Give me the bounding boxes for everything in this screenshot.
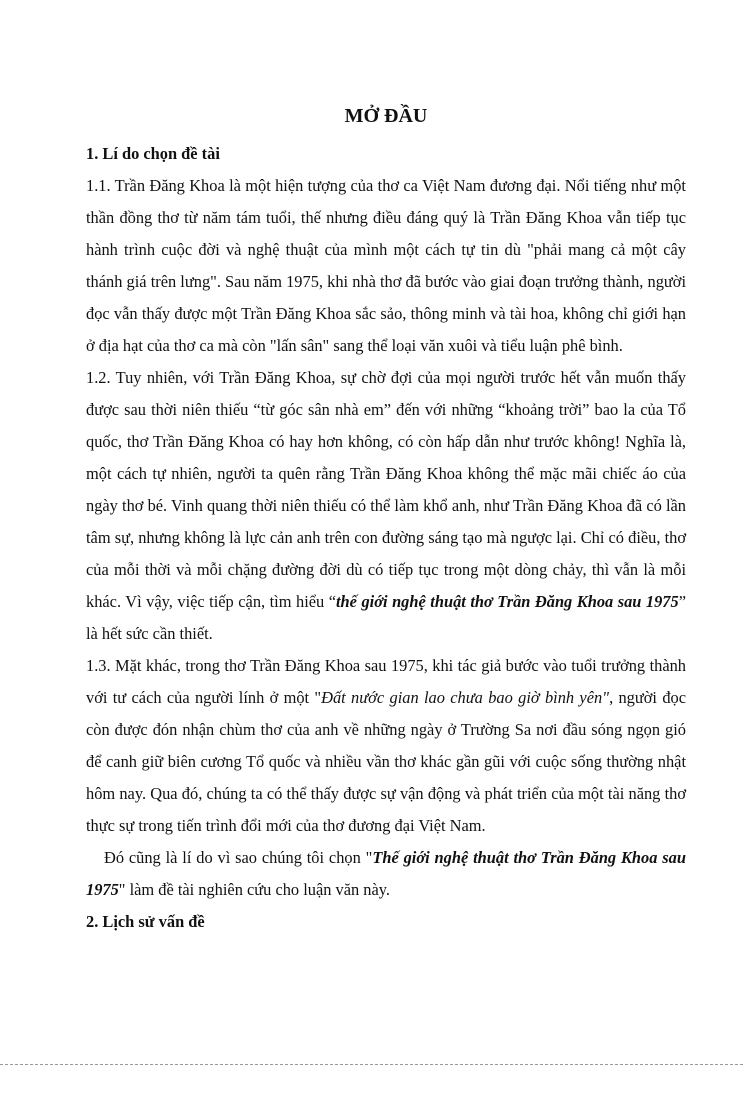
paragraph-conclusion-text-b: " làm đề tài nghiên cứu cho luận văn này.: [118, 880, 390, 899]
document-body: [86, 100, 686, 938]
paragraph-conclusion-text-a: Đó cũng là lí do vì sao chúng tôi chọn ": [104, 848, 373, 867]
paragraph-1-3-text-a: 1.3. Mặt khác, trong thơ Trần Đăng Khoa sau 1975, khi tác giả bước vào tuổi trưởng thành với tư cách của người lính ở một ": [86, 656, 686, 707]
paragraph-conclusion: [86, 842, 686, 906]
paragraph-1-2-text-b: ” là hết sức cần thiết.: [86, 592, 686, 643]
paragraph-1-3-quote: Đất nước gian lao chưa bao giờ bình yên": [321, 688, 610, 707]
paragraph-1-1: 1.1. Trần Đăng Khoa là một hiện tượng của thơ ca Việt Nam đương đại. Nổi tiếng như một thần đồng thơ từ năm tám tuổi, thế nhưng điều đáng quý là Trần Đăng Khoa vẫn tiếp tục hành trình cuộc đời và nghệ thuật của mình một cách tự tin dù "phải mang cả một cây thánh giá trên lưng". Sau năm 1975, khi nhà thơ đã bước vào giai đoạn trưởng thành, người đọc vẫn thấy được một Trần Đăng Khoa sắc sảo, thông minh và tài hoa, không chỉ giới hạn ở địa hạt của thơ ca mà còn "lấn sân" sang thể loại văn xuôi và tiểu luận phê bình.: [86, 176, 686, 355]
paragraph-1-3: [86, 650, 686, 842]
paragraph-conclusion-emphasis: Thế giới nghệ thuật thơ Trần Đăng Khoa sau 1975: [86, 848, 686, 899]
section-heading-2: 2. Lịch sử vấn đề: [86, 912, 205, 931]
paragraph-1-2-text-a: 1.2. Tuy nhiên, với Trần Đăng Khoa, sự chờ đợi của mọi người trước hết vẫn muốn thấy được sau thời niên thiếu “từ góc sân nhà em” đến với những “khoảng trời” bao la của Tổ quốc, thơ Trần Đăng Khoa có hay hơn không, có còn hấp dẫn như trước không! Nghĩa là, một cách tự nhiên, người ta quên rằng Trần Đăng Khoa không thể mặc mãi chiếc áo của ngày thơ bé. Vinh quang thời niên thiếu có thể làm khổ anh, như Trần Đăng Khoa đã có lần tâm sự, nhưng không là lực cản anh trên con đường sáng tạo mà ngược lại. Chỉ có điều, thơ của mỗi thời và mỗi chặng đường đời dù có tiếp tục trong một dòng chảy, thì vẫn là mỗi khác. Vì vậy, việc tiếp cận, tìm hiểu “: [86, 368, 686, 611]
paragraph-1-2-emphasis: thế giới nghệ thuật thơ Trần Đăng Khoa sau 1975: [336, 592, 679, 611]
paragraph-1-3-text-b: , người đọc còn được đón nhận chùm thơ của anh về những ngày ở Trường Sa nơi đầu sóng ngọn gió để canh giữ biên cương Tổ quốc và nhiều vần thơ khác gần gũi với cuộc sống thường nhật hôm nay. Qua đó, chúng ta có thể thấy được sự vận động và phát triển của một tài năng thơ thực sự trong tiến trình đổi mới của thơ đương đại Việt Nam.: [86, 688, 686, 835]
page-title: MỞ ĐẦU: [344, 105, 428, 127]
paragraph-1-2: [86, 362, 686, 650]
page-bottom-divider: [0, 1064, 743, 1065]
section-heading-1: 1. Lí do chọn đề tài: [86, 144, 220, 163]
